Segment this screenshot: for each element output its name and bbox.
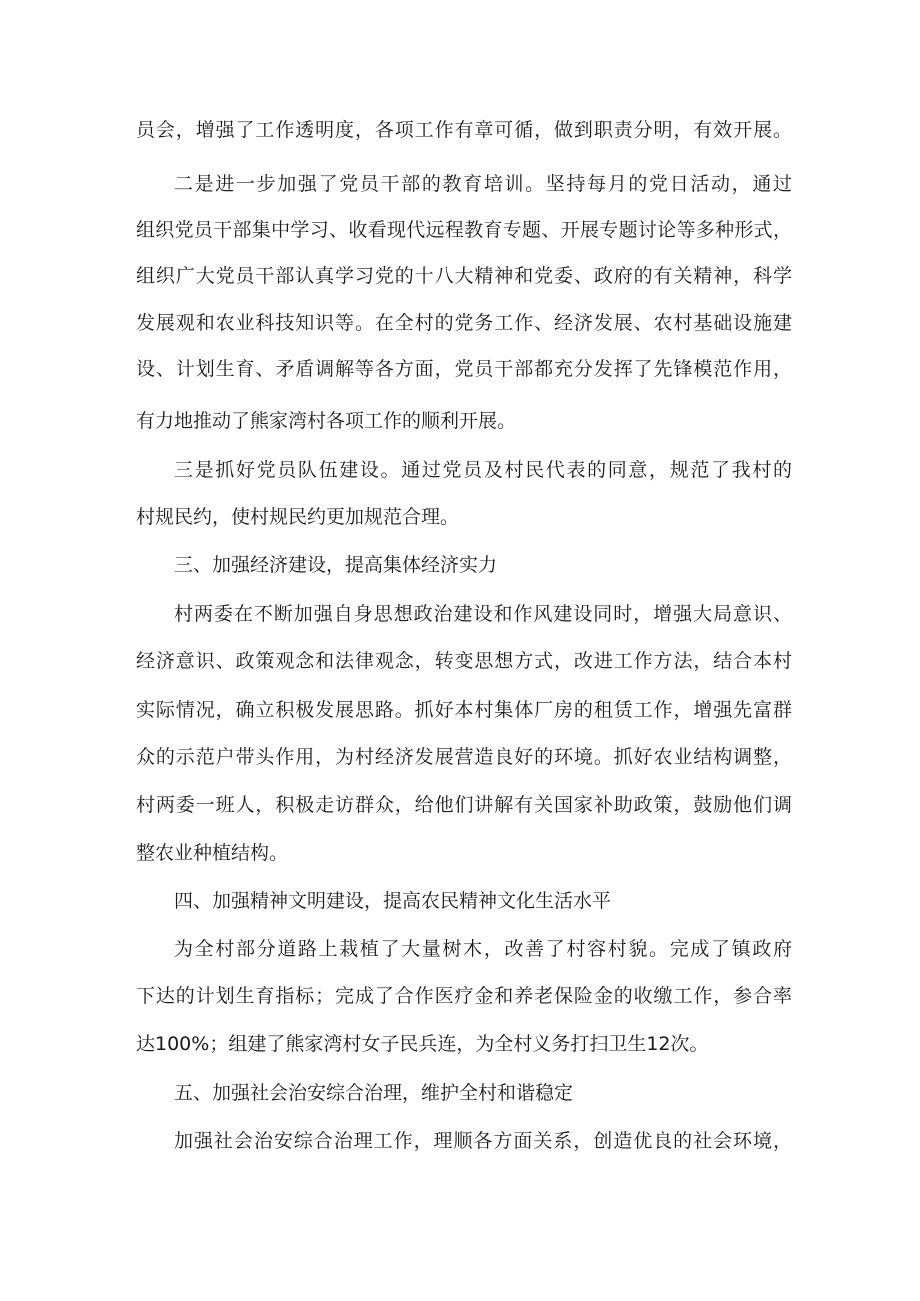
text-line: 发展观和农业科技知识等。在全村的党务工作、经济发展、农村基础设施建 — [136, 312, 792, 334]
text-line: 实际情况，确立积极发展思路。抓好本村集体厂房的租赁工作，增强先富群 — [136, 699, 792, 721]
text-line: 二是进一步加强了党员干部的教育培训。坚持每月的党日活动，通过 — [174, 173, 792, 195]
text-line: 有力地推动了熊家湾村各项工作的顺利开展。 — [136, 410, 517, 432]
text-line: 村规民约，使村规民约更加规范合理。 — [136, 506, 460, 528]
text-line: 达100%；组建了熊家湾村女子民兵连，为全村义务打扫卫生12次。 — [136, 1033, 709, 1055]
text-line: 员会，增强了工作透明度，各项工作有章可循，做到职责分明，有效开展。 — [136, 119, 792, 141]
text-line: 经济意识、政策观念和法律观念，转变思想方式，改进工作方法，结合本村 — [136, 650, 792, 672]
text-line: 三是抓好党员队伍建设。通过党员及村民代表的同意，规范了我村的 — [174, 459, 792, 481]
text-line: 村两委在不断加强自身思想政治建设和作风建设同时，增强大局意识、 — [174, 603, 792, 625]
text-line: 村两委一班人，积极走访群众，给他们讲解有关国家补助政策，鼓励他们调 — [136, 794, 792, 816]
text-line: 为全村部分道路上栽植了大量树木，改善了村容村貌。完成了镇政府 — [174, 938, 792, 960]
section-heading: 五、加强社会治安综合治理，维护全村和谐稳定 — [174, 1082, 574, 1104]
text-line: 众的示范户带头作用，为村经济发展营造良好的环境。抓好农业结构调整， — [136, 746, 792, 768]
text-line: 整农业种植结构。 — [136, 842, 289, 864]
section-heading: 三、加强经济建设，提高集体经济实力 — [174, 554, 498, 576]
text-line: 加强社会治安综合治理工作，理顺各方面关系，创造优良的社会环境， — [174, 1130, 792, 1152]
text-line: 组织广大党员干部认真学习党的十八大精神和党委、政府的有关精神，科学 — [136, 265, 792, 287]
text-line: 组织党员干部集中学习、收看现代远程教育专题、开展专题讨论等多种形式， — [136, 219, 792, 241]
text-line: 下达的计划生育指标；完成了合作医疗金和养老保险金的收缴工作，参合率 — [136, 985, 792, 1007]
text-line: 设、计划生育、矛盾调解等各方面，党员干部都充分发挥了先锋模范作用， — [136, 358, 792, 380]
section-heading: 四、加强精神文明建设，提高农民精神文化生活水平 — [174, 890, 612, 912]
